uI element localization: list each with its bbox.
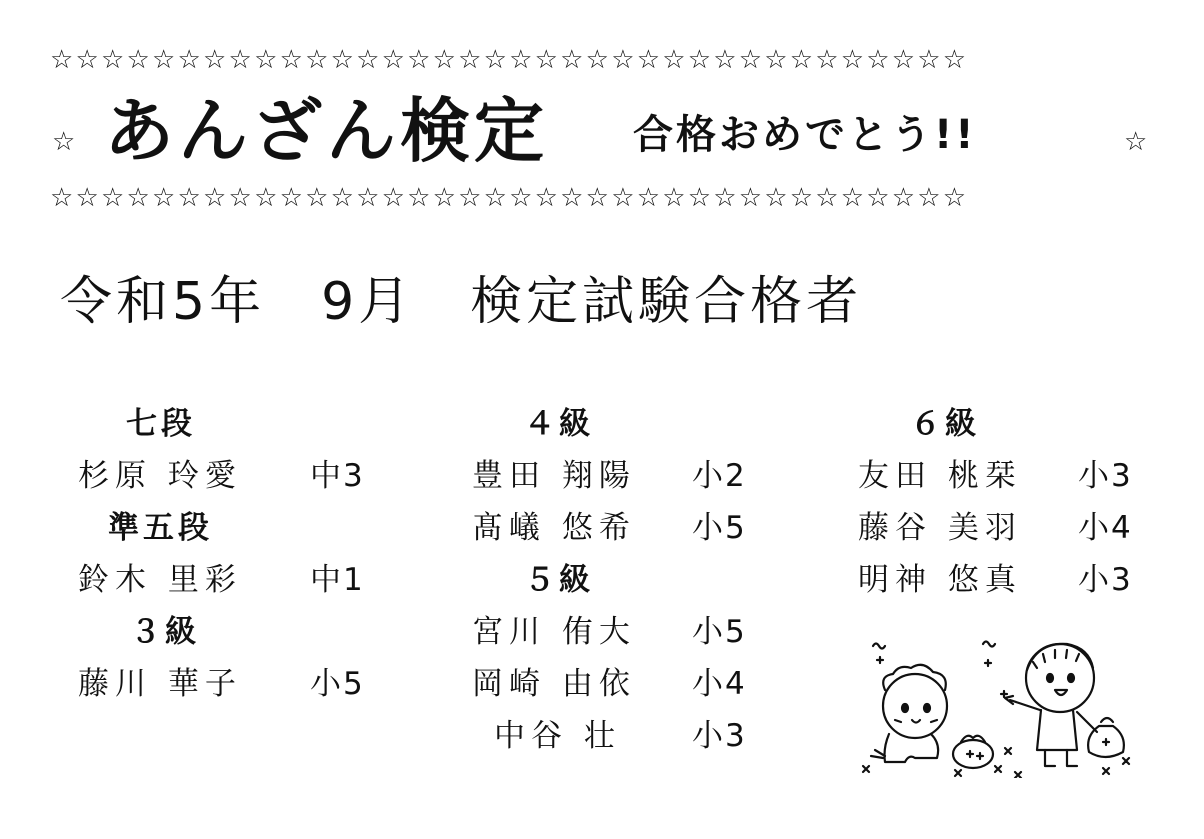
student-name: 友田 桃栞 (858, 458, 1022, 494)
list-item (78, 658, 365, 710)
congratulations-text: 合格おめでとう!! (633, 112, 977, 158)
list-item (472, 658, 747, 710)
student-grade: 中3 (310, 458, 365, 494)
student-grade: 小2 (692, 458, 747, 494)
rank-label: ４級 (524, 406, 594, 442)
student-grade: 小4 (692, 666, 747, 702)
list-item (472, 502, 747, 554)
list-item (472, 710, 747, 762)
list-item (858, 554, 1133, 606)
star-border-top: ☆☆☆☆☆☆☆☆☆☆☆☆☆☆☆☆☆☆☆☆☆☆☆☆☆☆☆☆☆☆☆☆☆☆☆☆ (50, 45, 969, 75)
student-grade: 中1 (310, 562, 365, 598)
page-title: あんざん検定 (104, 90, 548, 172)
list-item (472, 450, 747, 502)
rank-label: 準五段 (108, 510, 213, 546)
student-name: 髙嶬 悠希 (472, 510, 636, 546)
rank-label: 七段 (126, 406, 196, 442)
student-name: 豊田 翔陽 (472, 458, 636, 494)
student-name: 明神 悠真 (858, 562, 1022, 598)
student-grade: 小5 (310, 666, 365, 702)
star-right-icon: ☆ (1124, 127, 1148, 157)
student-grade: 小4 (1078, 510, 1133, 546)
list-item (858, 502, 1133, 554)
list-item (472, 606, 747, 658)
results-column-3 (858, 398, 1133, 606)
student-grade: 小5 (692, 510, 747, 546)
student-name: 岡崎 由依 (472, 666, 636, 702)
rank-label: ６級 (910, 406, 980, 442)
star-left-icon: ☆ (52, 127, 76, 157)
list-item (78, 450, 365, 502)
student-name: 宮川 侑大 (472, 614, 636, 650)
children-with-bags-icon (855, 638, 1140, 782)
exam-heading: 令和5年 9月 検定試験合格者 (60, 272, 863, 332)
student-name: 鈴木 里彩 (78, 562, 242, 598)
rank-label: ５級 (524, 562, 594, 598)
student-name: 藤川 華子 (78, 666, 242, 702)
student-grade: 小3 (692, 718, 747, 754)
rank-label: ３級 (130, 614, 200, 650)
list-item (858, 450, 1133, 502)
student-name: 杉原 玲愛 (78, 458, 242, 494)
list-item (78, 554, 365, 606)
star-border-bottom: ☆☆☆☆☆☆☆☆☆☆☆☆☆☆☆☆☆☆☆☆☆☆☆☆☆☆☆☆☆☆☆☆☆☆☆☆ (50, 183, 969, 213)
results-column-1 (78, 398, 365, 710)
results-column-2 (472, 398, 747, 762)
student-grade: 小3 (1078, 458, 1133, 494)
student-grade: 小3 (1078, 562, 1133, 598)
student-grade: 小5 (692, 614, 747, 650)
student-name: 中谷 壮 (494, 718, 621, 754)
student-name: 藤谷 美羽 (858, 510, 1022, 546)
